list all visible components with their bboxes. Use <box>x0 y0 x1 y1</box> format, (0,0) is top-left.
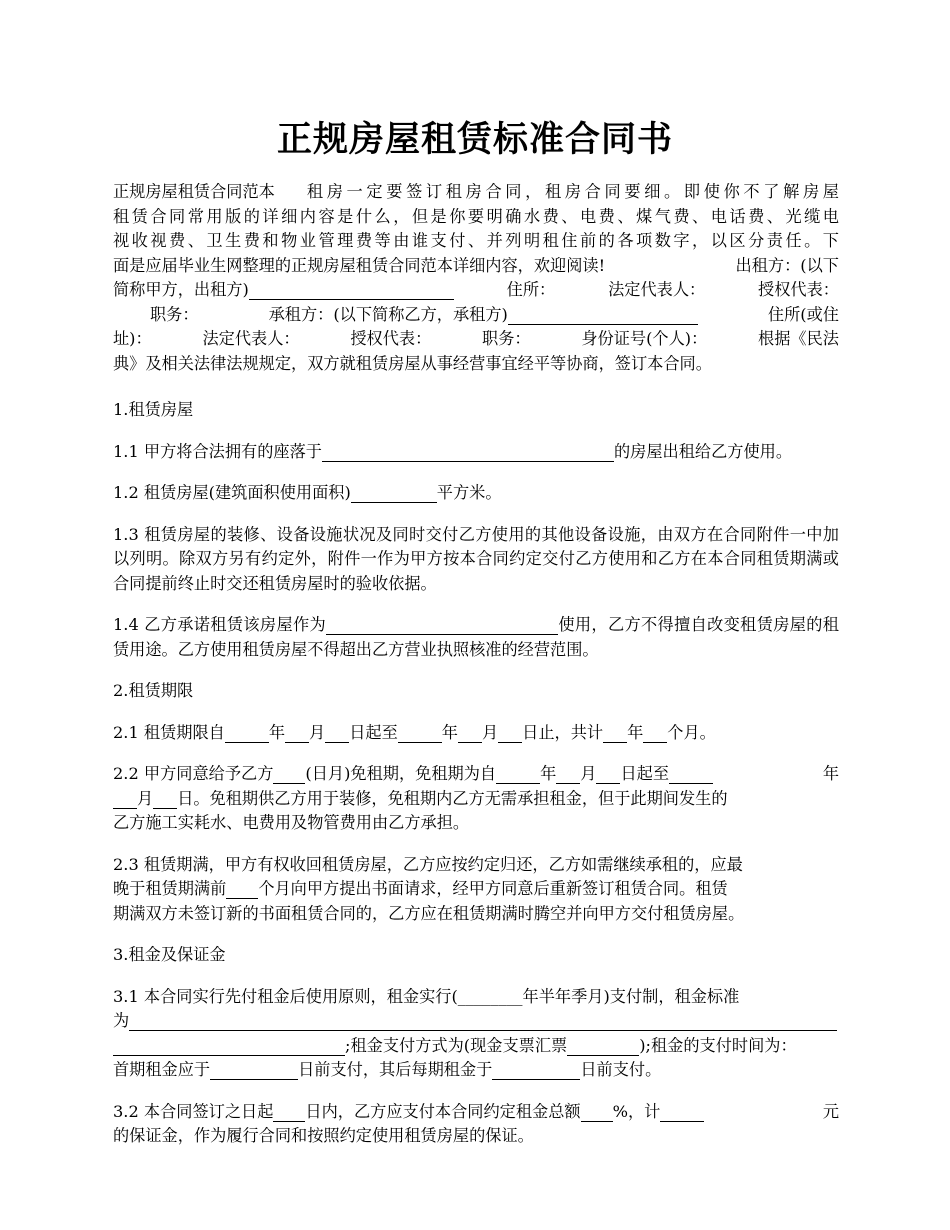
clause-text: 月 <box>481 722 499 742</box>
address-blank[interactable] <box>322 443 614 462</box>
clause-text: 的房屋出租给乙方使用。 <box>613 441 793 461</box>
month-blank[interactable] <box>285 724 309 743</box>
intro-text: 典》及相关法律法规规定，双方就租赁房屋从事经营事宜经平等协商，签订本合同。 <box>113 353 712 373</box>
months-before-blank[interactable] <box>226 880 258 899</box>
clause-text: 月 <box>137 788 154 808</box>
day-blank[interactable] <box>596 765 620 784</box>
intro-text: 身份证号(个人)： <box>581 329 708 348</box>
intro-text: 职务： <box>482 329 531 348</box>
clause-text: 使用，乙方不得擅自改变租赁房屋的租赁用途。乙方使用租赁房屋不得超出乙方营业执照核准的经营范围。 <box>113 615 839 659</box>
clause-3-1 <box>113 985 839 1083</box>
month-blank[interactable] <box>458 724 482 743</box>
day-blank[interactable] <box>498 724 522 743</box>
clause-text: %，计 <box>612 1101 661 1121</box>
clause-text: 年 <box>627 722 644 742</box>
clause-text: 年 <box>441 722 458 742</box>
rent-standard-blank[interactable] <box>129 1012 837 1031</box>
intro-text: 面是应届毕业生网整理的正规房屋租赁合同范本详细内容，欢迎阅读! <box>113 255 606 275</box>
intro-text: 租房一定要签订租房合同，租房合同要细。即使你不了解房屋 <box>306 182 839 201</box>
clause-1-3: 1.3 租赁房屋的装修、设备设施状况及同时交付乙方使用的其他设备设施，由双方在合同附件一中加以列明。除双方另有约定外，附件一作为甲方按本合同约定交付乙方使用和乙方在本合同租赁期满或合同提前终止时交还租赁房屋时的验收依据。 <box>113 524 839 593</box>
intro-text: 视收视费、卫生费和物业管理费等由谁支付、并列明租住前的各项数字，以区分责任。下 <box>113 231 839 250</box>
intro-text: 授权代表： <box>350 329 432 348</box>
clause-text: 2.1 租赁期限自 <box>113 722 225 742</box>
section-heading: 2.租赁期限 <box>113 681 194 700</box>
area-blank[interactable] <box>351 484 437 503</box>
intro-text: 承租方：(以下简称乙方，承租方) <box>268 304 508 324</box>
clause-text: 元 <box>822 1101 839 1121</box>
intro-text: 简称甲方，出租方) <box>113 280 249 299</box>
clause-text: 个月。 <box>667 722 716 742</box>
section-heading: 3.租金及保证金 <box>113 945 226 964</box>
clause-text: 乙方施工实耗水、电费用及物管费用由乙方承担。 <box>113 813 470 832</box>
clause-text: 月 <box>580 764 597 783</box>
use-purpose-blank[interactable] <box>326 616 558 635</box>
clause-text: 为 <box>113 1011 130 1030</box>
landlord-blank[interactable] <box>249 281 454 300</box>
section-heading: 1.租赁房屋 <box>113 400 194 419</box>
clause-text: );租金的支付时间为： <box>639 1035 797 1055</box>
clause-text: 1.2 租赁房屋(建筑面积使用面积) <box>113 483 351 502</box>
clause-text: 月 <box>309 722 326 742</box>
contract-body <box>113 180 839 1149</box>
clause-text: 日。免租期供乙方用于装修，免租期内乙方无需承担租金，但于此期间发生的 <box>177 788 728 808</box>
clause-2-3 <box>113 853 839 927</box>
clause-1-4 <box>113 613 839 662</box>
document-title: 正规房屋租赁标准合同书 <box>276 119 673 160</box>
intro-paragraph <box>113 180 839 376</box>
clause-text: 日起至 <box>620 764 670 783</box>
clause-text: 日前支付，其后每期租金于 <box>298 1060 493 1079</box>
clause-text: ;租金支付方式为(现金支票汇票 <box>345 1035 568 1055</box>
intro-text: 根据《民法 <box>758 329 839 348</box>
clause-text: 2.2 甲方同意给予乙方 <box>113 764 274 783</box>
intro-text: 正规房屋租赁合同范本 <box>113 182 275 201</box>
clause-text: 3.1 本合同实行先付租金后使用原则，租金实行(________年半年季月)支付制，租金标准 <box>113 986 740 1006</box>
days-blank[interactable] <box>273 1103 305 1122</box>
clause-text: 2.3 租赁期满，甲方有权收回租赁房屋，乙方应按约定归还，乙方如需继续承租的，应最 <box>113 854 743 874</box>
intro-text: 授权代表： <box>758 280 839 299</box>
year-blank[interactable] <box>225 724 269 743</box>
clause-1-2 <box>113 481 839 506</box>
clause-text: 1.1 甲方将合法拥有的座落于 <box>113 441 322 461</box>
month-blank[interactable] <box>556 765 580 784</box>
clause-text: 个月向甲方提出书面请求，经甲方同意后重新签订租赁合同。租赁 <box>258 879 728 898</box>
year-blank[interactable] <box>669 765 713 784</box>
year-blank[interactable] <box>398 724 442 743</box>
clause-text: 1.4 乙方承诺租赁该房屋作为 <box>113 615 327 634</box>
clause-text: 首期租金应于 <box>113 1060 211 1079</box>
periodic-payment-blank[interactable] <box>492 1061 580 1080</box>
clause-text: 平方米。 <box>436 483 502 502</box>
deposit-amount-blank[interactable] <box>660 1103 704 1122</box>
percent-blank[interactable] <box>581 1103 613 1122</box>
tenant-blank[interactable] <box>508 306 698 325</box>
first-payment-blank[interactable] <box>210 1061 298 1080</box>
month-blank[interactable] <box>113 790 137 809</box>
clause-text: 年 <box>268 722 286 742</box>
intro-text: 出租方：(以下 <box>735 255 839 275</box>
payment-method-blank[interactable] <box>567 1037 639 1056</box>
intro-text: 址)： <box>113 329 152 348</box>
clause-text: 3.2 本合同签订之日起 <box>113 1101 274 1121</box>
clause-1-1 <box>113 440 839 465</box>
clause-text: 的保证金，作为履行合同和按照约定使用租赁房屋的保证。 <box>113 1126 534 1145</box>
intro-text: 租赁合同常用版的详细内容是什么，但是你要明确水费、电费、煤气费、电话费、光缆电 <box>113 206 839 226</box>
clause-text: 日止，共计 <box>522 722 604 742</box>
day-blank[interactable] <box>153 790 177 809</box>
intro-text: 法定代表人： <box>608 280 706 299</box>
intro-text: 住所： <box>506 280 556 299</box>
clause-text: 年 <box>540 764 557 783</box>
rent-standard-blank[interactable] <box>113 1037 345 1056</box>
intro-text: 住所(或住 <box>767 304 839 324</box>
day-blank[interactable] <box>325 724 349 743</box>
clause-text: 晚于租赁期满前 <box>113 879 227 898</box>
clause-2-2 <box>113 762 839 836</box>
clause-text: 期满双方未签订新的书面租赁合同的，乙方应在租赁期满时腾空并向甲方交付租赁房屋。 <box>113 903 745 923</box>
year-blank[interactable] <box>496 765 540 784</box>
clause-3-2 <box>113 1100 839 1149</box>
clause-text: 日前支付。 <box>580 1060 662 1079</box>
total-years-blank[interactable] <box>603 724 627 743</box>
total-months-blank[interactable] <box>643 724 667 743</box>
free-period-blank[interactable] <box>273 765 305 784</box>
clause-text: (日月)免租期，免租期为自 <box>305 764 497 783</box>
clause-text: 年 <box>822 764 839 783</box>
clause-text: 日起至 <box>349 722 398 742</box>
intro-text: 职务： <box>150 304 199 324</box>
intro-text: 法定代表人： <box>202 329 300 348</box>
clause-text: 日内，乙方应支付本合同约定租金总额 <box>305 1101 581 1121</box>
clause-2-1 <box>113 721 839 746</box>
